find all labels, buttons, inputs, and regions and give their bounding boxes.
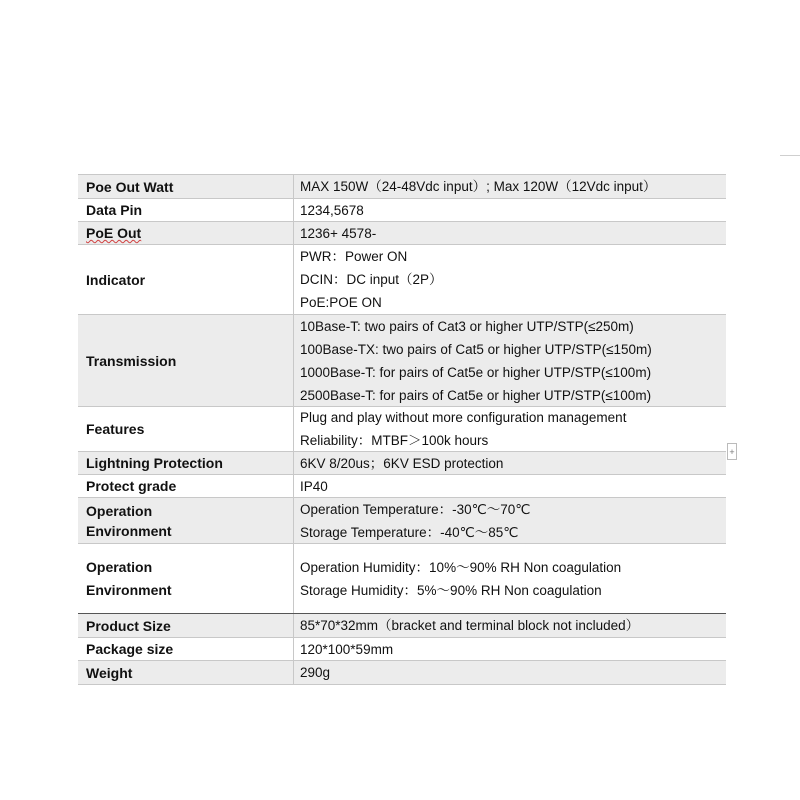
spec-label: Operation Environment (78, 498, 294, 543)
spec-row-transmission (78, 315, 726, 407)
spec-row-weight (78, 661, 726, 685)
spec-value: 6KV 8/20us；6KV ESD protection (300, 455, 504, 471)
spec-label: Data Pin (78, 199, 294, 221)
spec-row-operation-temperature (78, 498, 726, 544)
spec-row-features (78, 407, 726, 452)
spec-row-indicator (78, 245, 726, 315)
spec-label: Lightning Protection (78, 452, 294, 474)
spec-label: Poe Out Watt (78, 175, 294, 198)
spec-value: 1234,5678 (300, 202, 364, 218)
spec-value: PWR：Power ON DCIN：DC input（2P） PoE:POE ON (300, 249, 443, 310)
spec-row-poe-out-watt (78, 175, 726, 199)
add-column-icon[interactable]: + (727, 443, 737, 460)
spec-label: Operation Environment (78, 544, 294, 613)
spec-value: 1236+ 4578- (300, 225, 377, 241)
spec-row-protect-grade (78, 475, 726, 498)
spec-value: Plug and play without more configuration management Reliability：MTBF＞100k hours (300, 410, 627, 448)
spec-label: PoE Out (78, 222, 294, 244)
spec-value: MAX 150W（24-48Vdc input）; Max 120W（12Vdc input） (300, 179, 657, 194)
spec-label: Package size (78, 638, 294, 660)
spec-label: Indicator (78, 245, 294, 314)
edge-divider (780, 155, 800, 156)
spec-label: Product Size (78, 614, 294, 637)
spec-label: Protect grade (78, 475, 294, 497)
spec-row-product-size (78, 614, 726, 638)
spec-value: Operation Temperature：-30℃～70℃ Storage Temperature：-40℃～85℃ (300, 501, 531, 540)
spec-label: Transmission (78, 315, 294, 406)
spec-value: Operation Humidity：10%～90% RH Non coagulation Storage Humidity：5%～90% RH Non coagulation (300, 559, 622, 598)
spec-row-lightning-protection (78, 452, 726, 475)
spec-label: Features (78, 407, 294, 451)
spec-row-data-pin (78, 199, 726, 222)
spec-label: Weight (78, 661, 294, 684)
spec-value: 85*70*32mm（bracket and terminal block not included） (300, 618, 640, 633)
spec-table (78, 174, 726, 685)
spec-value: 120*100*59mm (300, 641, 394, 657)
spec-value: IP40 (300, 478, 328, 494)
spec-row-package-size (78, 638, 726, 661)
spec-value: 10Base-T: two pairs of Cat3 or higher UTP/STP(≤250m) 100Base-TX: two pairs of Cat5 or higher UTP/STP(≤150m) 1000Base-T: for pairs of Cat5e or higher UTP/STP(≤100m) 2500Base-T: for pairs of Cat5e or higher UTP/STP(≤100m) (300, 318, 652, 403)
spec-row-poe-out (78, 222, 726, 245)
spec-value: 290g (300, 665, 331, 680)
spec-row-operation-humidity (78, 544, 726, 614)
